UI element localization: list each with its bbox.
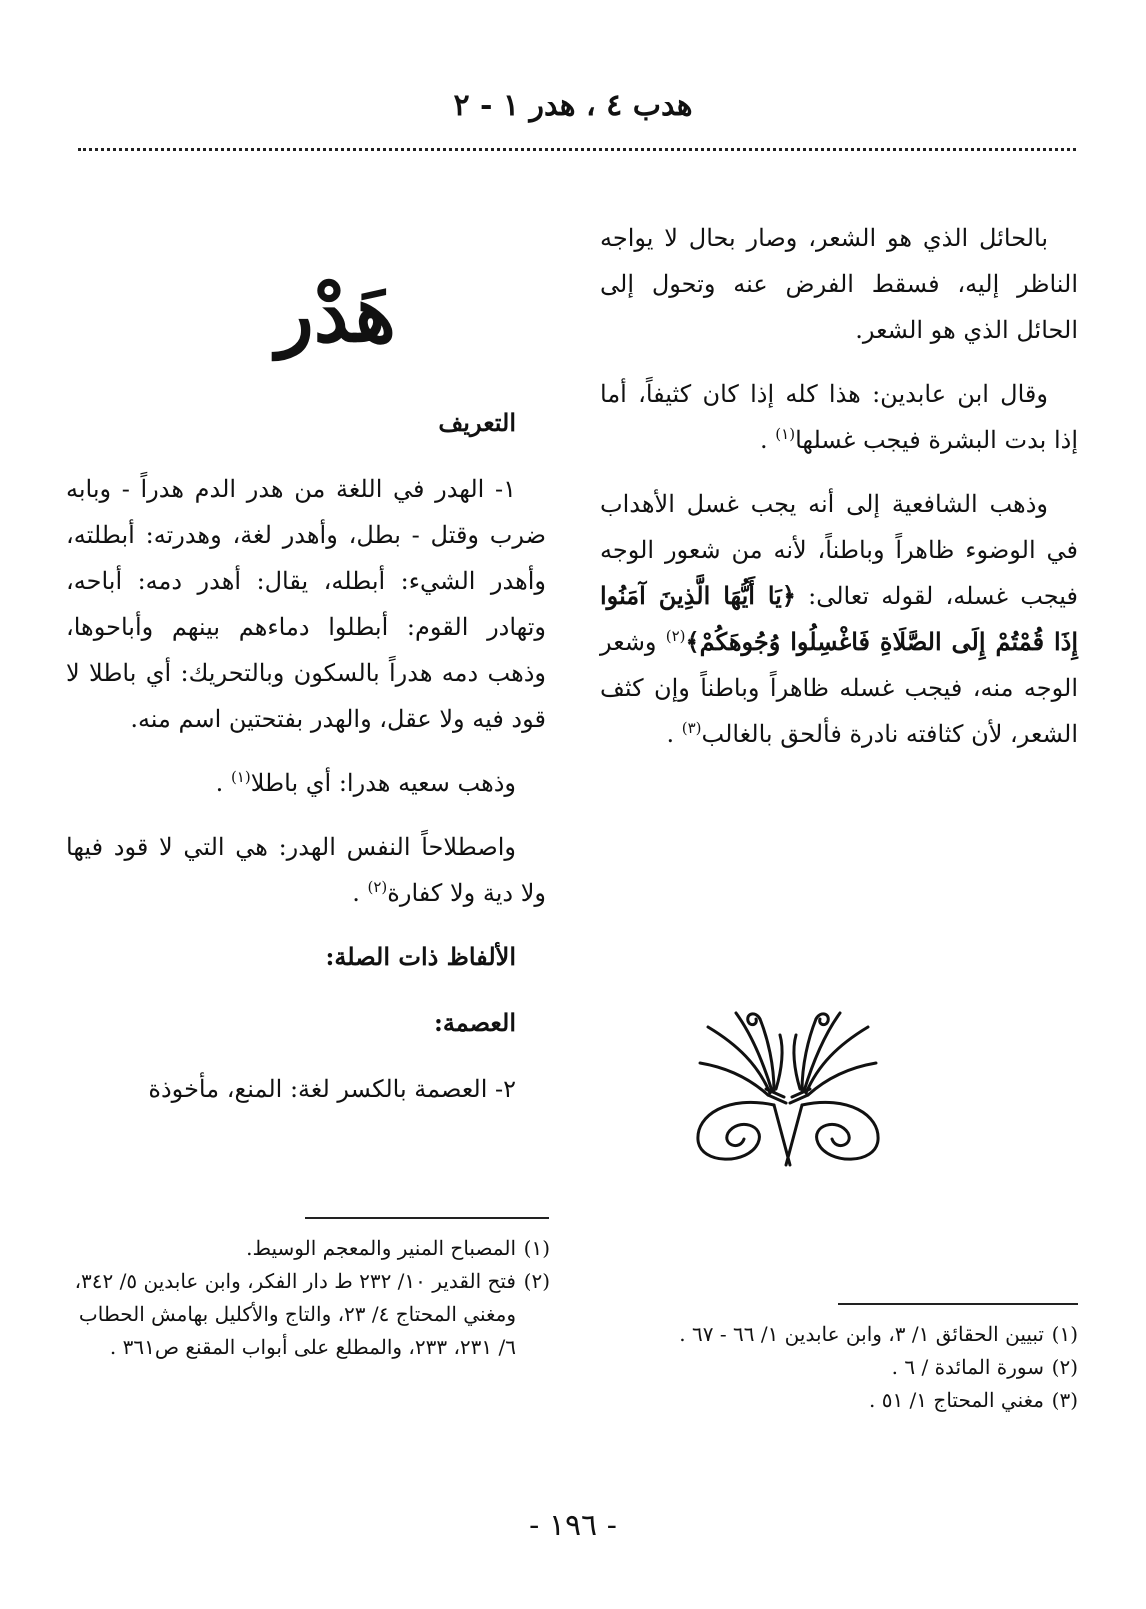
footnote-text: فتح القدير ١٠/ ٢٣٢ ط دار الفكر، وابن عابدين ٥/ ٣٤٢، ومغني المحتاج ٤/ ٢٣، والتاج والأكليل بهامش الحطاب ٦/ ٢٣١، ٢٣٣، والمطلع على أبواب المقنع ص٣٦١ . <box>74 1269 516 1359</box>
right-paragraph-3 <box>600 481 1078 757</box>
right-paragraph-2 <box>600 371 1078 463</box>
footnote-ref: (١) <box>775 425 796 443</box>
footnotes-left <box>60 1232 550 1364</box>
footnote-ref: (٣) <box>681 719 702 737</box>
left-paragraph-3-end: . <box>352 879 360 907</box>
footnote-text: تبيين الحقائق ١/ ٣، وابن عابدين ١/ ٦٦ - ٦٧ . <box>679 1322 1044 1346</box>
footnote-text: مغني المحتاج ١/ ٥١ . <box>868 1388 1044 1412</box>
right-paragraph-1: بالحائل الذي هو الشعر، وصار بحال لا يواجه الناظر إليه، فسقط الفرض عنه وتحول إلى الحائل الذي هو الشعر. <box>600 224 1078 344</box>
footnote-number: (١) <box>1051 1322 1078 1346</box>
left-column <box>66 270 546 1130</box>
quran-verse: ﴿يَا أَيُّهَا الَّذِينَ آمَنُوا إِذَا قُمْتُمْ إِلَى الصَّلَاةِ فَاغْسِلُوا وُجُوهَكُمْ﴾ <box>600 581 1078 656</box>
footnote-number: (٢) <box>1051 1355 1078 1379</box>
right-column <box>600 215 1078 775</box>
heading-related-terms: الألفاظ ذات الصلة: <box>325 942 516 971</box>
floral-ornament-icon <box>688 1005 888 1170</box>
right-paragraph-3-text-b: وشعر الوجه منه، فيجب غسله ظاهراً وباطناً وإن كثف الشعر، لأن كثافته نادرة فألحق بالغالب <box>600 628 1078 748</box>
header-dotted-rule <box>78 148 1076 151</box>
footnote-ref: (١) <box>230 768 251 786</box>
footnote-number: (١) <box>523 1236 550 1260</box>
left-paragraph-3 <box>66 824 546 916</box>
footnote-text: سورة المائدة / ٦ . <box>891 1355 1044 1379</box>
footnote-item <box>600 1351 1078 1384</box>
running-header: هدب ٤ ، هدر ١ - ٢ <box>453 88 693 123</box>
heading-definition: التعريف <box>438 408 516 437</box>
left-paragraph-2-text: وذهب سعيه هدرا: أي باطلا <box>250 769 516 797</box>
footnote-item <box>60 1232 550 1265</box>
footnote-item <box>600 1318 1078 1351</box>
right-paragraph-3-end: . <box>666 720 675 748</box>
footnote-ref: (٢) <box>367 878 388 896</box>
footnote-item <box>600 1384 1078 1417</box>
footnote-rule-left <box>305 1217 549 1219</box>
right-paragraph-2-text: وقال ابن عابدين: هذا كله إذا كان كثيفاً، أما إذا بدت البشرة فيجب غسلها <box>600 380 1078 454</box>
entry-title: هَدْر <box>276 269 396 360</box>
left-paragraph-4: ٢- العصمة بالكسر لغة: المنع، مأخوذة <box>148 1075 516 1103</box>
left-paragraph-3-text: واصطلاحاً النفس الهدر: هي التي لا قود فيها ولا دية ولا كفارة <box>66 833 546 907</box>
footnote-text: المصباح المنير والمعجم الوسيط. <box>246 1236 516 1260</box>
heading-isma: العصمة: <box>434 1008 516 1037</box>
left-paragraph-2-end: . <box>215 769 224 797</box>
left-paragraph-2 <box>66 760 546 806</box>
right-paragraph-2-end: . <box>760 426 768 454</box>
footnotes-right <box>600 1318 1078 1417</box>
footnote-ref: (٢) <box>665 627 686 645</box>
page-number: - ١٩٦ - <box>529 1508 617 1543</box>
right-paragraph-3-text-a: وذهب الشافعية إلى أنه يجب غسل الأهداب في الوضوء ظاهراً وباطناً، لأنه من شعور الوجه فيجب غسله، لقوله تعالى: <box>600 490 1078 610</box>
footnote-number: (٣) <box>1051 1388 1078 1412</box>
footnote-item <box>60 1265 550 1364</box>
footnote-number: (٢) <box>523 1269 550 1293</box>
left-paragraph-1: ١- الهدر في اللغة من هدر الدم هدراً - وبابه ضرب وقتل - بطل، وأهدر لغة، وهدرته: أبطلته، وأهدر الشيء: أبطله، يقال: أهدر دمه: أباحه، وتهادر القوم: أبطلوا دماءهم بينهم وأباحوها، وذهب دمه هدراً بالسكون وبالتحريك: أي باطلا لا قود فيه ولا عقل، والهدر بفتحتين اسم منه. <box>66 475 546 733</box>
footnote-rule-right <box>838 1303 1078 1305</box>
